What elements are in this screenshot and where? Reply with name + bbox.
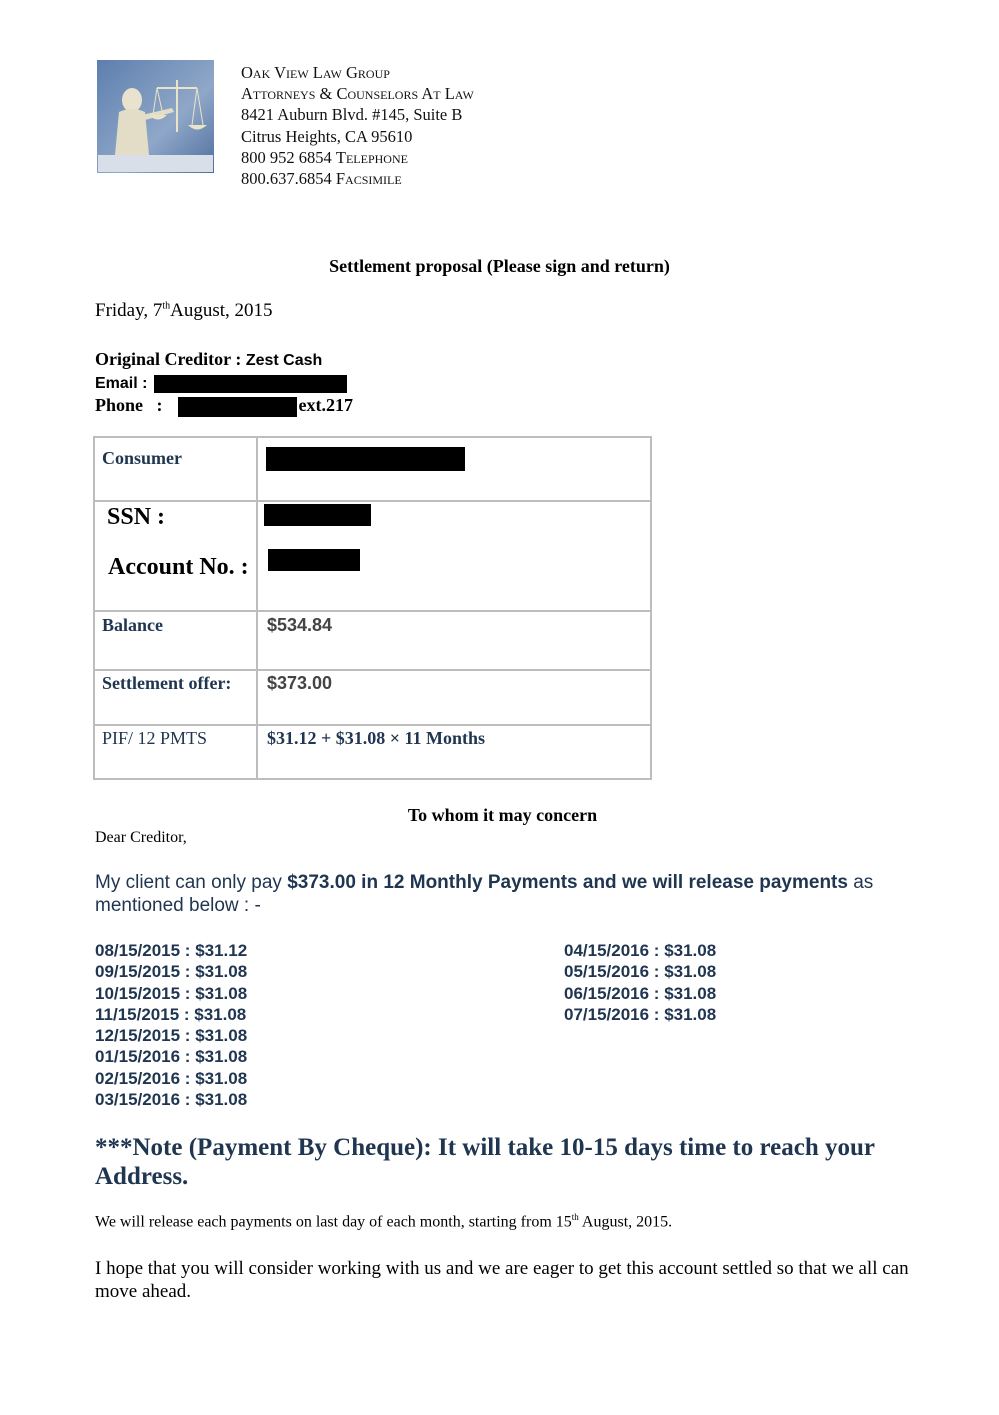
schedule-item: 12/15/2015 : $31.08 xyxy=(95,1026,248,1046)
redacted-phone xyxy=(178,397,297,417)
payment-schedule-right xyxy=(564,940,716,1025)
redacted-consumer-name xyxy=(266,447,465,471)
payment-intro-paragraph xyxy=(95,871,915,917)
original-creditor-label: Original Creditor : xyxy=(95,349,246,369)
intro-text: My client can only pay xyxy=(95,872,288,893)
address-line-1: 8421 Auburn Blvd. #145, Suite B xyxy=(241,105,463,125)
phone-line xyxy=(95,394,353,417)
account-number-label: Account No. : xyxy=(108,554,249,580)
table-row-pif xyxy=(95,724,650,780)
phone-extension: ext.217 xyxy=(298,395,353,415)
settlement-offer-value: $373.00 xyxy=(267,673,333,693)
email-label: Email : xyxy=(95,375,152,392)
firm-logo xyxy=(97,60,214,173)
settlement-offer-label: Settlement offer: xyxy=(102,673,232,693)
redacted-ssn xyxy=(264,504,371,526)
pif-value: $31.12 + $31.08 × 11 Months xyxy=(267,728,486,748)
redacted-email xyxy=(154,375,347,393)
schedule-item: 07/15/2016 : $31.08 xyxy=(564,1004,717,1024)
release-date-suffix: th xyxy=(571,1212,579,1222)
fax-number: 800.637.6854 xyxy=(241,169,332,189)
release-date-text: August, 2015. xyxy=(578,1213,673,1231)
schedule-item: 02/15/2016 : $31.08 xyxy=(95,1068,248,1088)
account-table xyxy=(93,436,652,780)
salutation-heading: To whom it may concern xyxy=(407,805,598,825)
ssn-label: SSN : xyxy=(107,504,166,530)
release-paragraph xyxy=(95,1212,672,1231)
creditor-block xyxy=(95,348,353,417)
table-row-settlement-offer xyxy=(95,669,650,725)
cheque-note: ***Note (Payment By Cheque): It will take 10-15 days time to reach your Address. xyxy=(95,1134,875,1190)
firm-subtitle: Attorneys & Counselors At Law xyxy=(241,84,474,104)
date-suffix: th xyxy=(162,300,171,312)
original-creditor-name: Zest Cash xyxy=(245,352,323,369)
schedule-item: 10/15/2015 : $31.08 xyxy=(95,983,248,1003)
email-line xyxy=(95,372,353,394)
dear-creditor: Dear Creditor, xyxy=(95,829,187,846)
letter-date xyxy=(95,300,273,322)
schedule-item: 08/15/2015 : $31.12 xyxy=(95,941,248,960)
date-day: Friday, 7 xyxy=(95,300,163,321)
schedule-item: 09/15/2015 : $31.08 xyxy=(95,962,248,982)
schedule-item: 01/15/2016 : $31.08 xyxy=(95,1047,248,1067)
payment-schedule-left xyxy=(95,940,247,1110)
telephone-line xyxy=(241,147,474,168)
schedule-item: 03/15/2016 : $31.08 xyxy=(95,1090,248,1110)
redacted-account-number xyxy=(268,549,360,571)
date-month-year: August, 2015 xyxy=(170,300,273,321)
balance-label: Balance xyxy=(102,615,163,635)
schedule-item: 04/15/2016 : $31.08 xyxy=(564,941,717,960)
pif-label: PIF/ 12 PMTS xyxy=(102,728,208,748)
release-text: We will release each payments on last day of each month, starting from 15 xyxy=(95,1213,572,1231)
fax-label: Facsimile xyxy=(335,169,402,189)
table-row-consumer xyxy=(95,438,650,500)
phone-label: Phone : xyxy=(95,395,172,415)
schedule-item: 06/15/2016 : $31.08 xyxy=(564,983,717,1003)
original-creditor-line xyxy=(95,348,353,372)
letterhead xyxy=(241,62,474,189)
consumer-label: Consumer xyxy=(102,448,182,468)
firm-name: Oak View Law Group xyxy=(241,63,390,82)
intro-bold-text: $373.00 in 12 Monthly Payments and we will release payments xyxy=(287,872,848,893)
closing-paragraph: I hope that you will consider working with us and we are eager to get this account settled so that we all can move ahead. xyxy=(95,1258,909,1302)
telephone-number: 800 952 6854 xyxy=(241,147,332,167)
document-title: Settlement proposal (Please sign and return) xyxy=(329,256,670,276)
balance-value: $534.84 xyxy=(267,615,333,635)
telephone-label: Telephone xyxy=(335,147,408,167)
table-row-balance xyxy=(95,610,650,670)
fax-line xyxy=(241,168,474,189)
schedule-item: 05/15/2016 : $31.08 xyxy=(564,962,717,982)
address-line-2: Citrus Heights, CA 95610 xyxy=(241,126,413,146)
intro-suffix-text: as mentioned below : - xyxy=(95,872,874,916)
table-row-ssn-account xyxy=(95,500,650,612)
schedule-item: 11/15/2015 : $31.08 xyxy=(95,1004,247,1024)
